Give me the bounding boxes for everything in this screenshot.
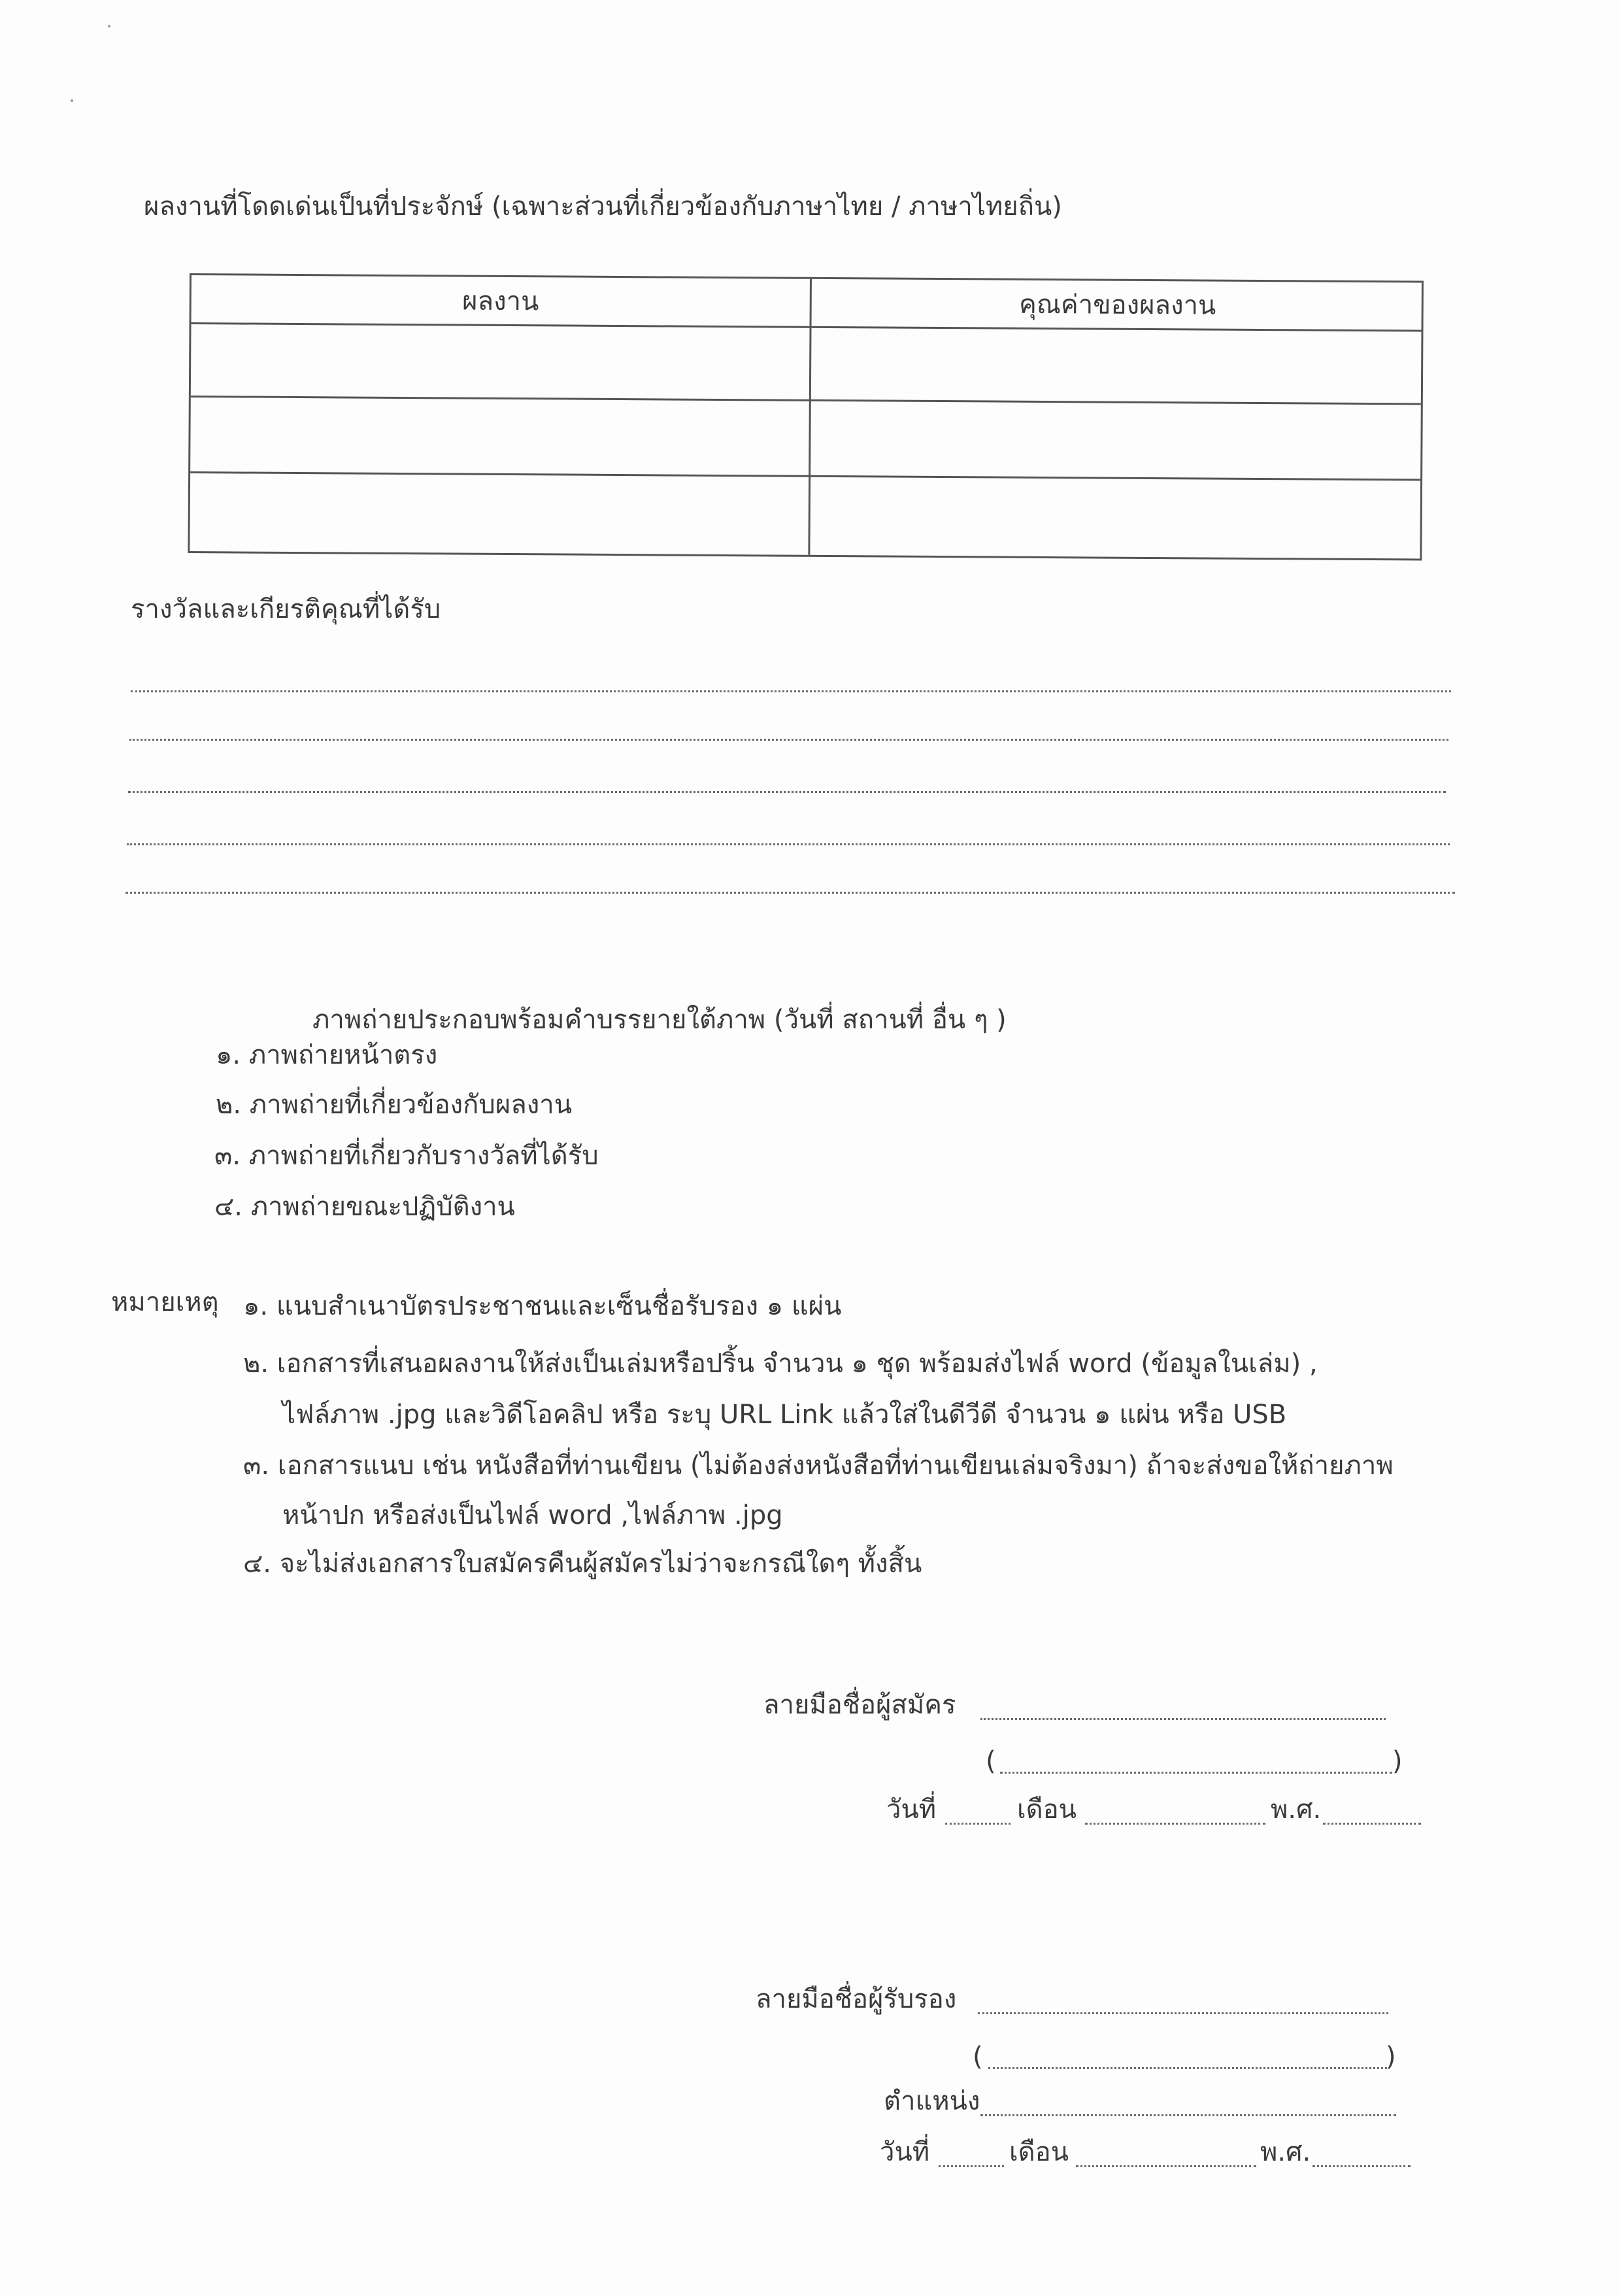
table-cell-value-1[interactable] <box>820 335 1412 394</box>
table-column-divider <box>808 279 812 555</box>
photos-item-2: ๒. ภาพถ่ายที่เกี่ยวข้องกับผลงาน <box>216 1090 573 1120</box>
table-cell-works-2[interactable] <box>201 405 796 466</box>
table-cell-value-3[interactable] <box>818 484 1411 551</box>
scan-speck <box>71 99 73 102</box>
notes-item-4: ๔. จะไม่ส่งเอกสารใบสมัครคืนผู้สมัครไม่ว่าจะกรณีใดๆ ทั้งสิ้น <box>243 1549 922 1579</box>
scan-speck <box>108 25 110 27</box>
applicant-month-line[interactable] <box>1085 1823 1265 1825</box>
works-table <box>188 273 1424 561</box>
awards-heading: รางวัลและเกียรติคุณที่ได้รับ <box>131 594 441 624</box>
applicant-paren-open: ( <box>986 1746 996 1776</box>
notes-item-3: ๓. เอกสารแนบ เช่น หนังสือที่ท่านเขียน (ไม่ต้องส่งหนังสือที่ท่านเขียนเล่มจริงมา) ถ้าจะส่งขอให้ถ่ายภาพ <box>243 1451 1394 1481</box>
notes-item-3-cont: หน้าปก หรือส่งเป็นไฟล์ word ,ไฟล์ภาพ .jpg <box>282 1500 783 1530</box>
certifier-month-line[interactable] <box>1076 2165 1256 2167</box>
notes-label: หมายเหตุ <box>111 1287 219 1317</box>
awards-line-3[interactable] <box>128 791 1446 793</box>
applicant-month-label: เดือน <box>1017 1795 1077 1825</box>
notes-item-1: ๑. แนบสำเนาบัตรประชาชนและเซ็นชื่อรับรอง ๑ แผ่น <box>243 1291 842 1321</box>
applicant-year-label: พ.ศ. <box>1271 1795 1322 1825</box>
table-divider <box>190 471 1420 481</box>
applicant-signature-label: ลายมือชื่อผู้สมัคร <box>763 1690 956 1720</box>
certifier-date-label: วันที่ <box>880 2137 930 2167</box>
applicant-date-line[interactable] <box>945 1823 1011 1825</box>
certifier-month-label: เดือน <box>1009 2137 1069 2167</box>
certifier-position-label: ตำแหน่ง <box>884 2086 980 2116</box>
table-cell-works-1[interactable] <box>201 331 796 390</box>
table-divider <box>191 396 1421 405</box>
table-header-value: คุณค่าของผลงาน <box>1018 289 1216 321</box>
notes-item-2-cont: ไฟล์ภาพ .jpg และวิดีโอคลิป หรือ ระบุ URL Link แล้วใส่ในดีวีดี จำนวน ๑ แผ่น หรือ USB <box>282 1400 1287 1430</box>
photos-item-4: ๔. ภาพถ่ายขณะปฏิบัติงาน <box>214 1192 515 1222</box>
table-header-works: ผลงาน <box>461 286 539 317</box>
awards-line-1[interactable] <box>131 690 1451 692</box>
notes-item-2: ๒. เอกสารที่เสนอผลงานให้ส่งเป็นเล่มหรือปริ้น จำนวน ๑ ชุด พร้อมส่งไฟล์ word (ข้อมูลในเล่ม) , <box>243 1349 1318 1379</box>
photos-item-3: ๓. ภาพถ่ายที่เกี่ยวกับรางวัลที่ได้รับ <box>214 1141 599 1171</box>
table-divider <box>192 322 1422 331</box>
applicant-signature-line[interactable] <box>980 1718 1386 1720</box>
certifier-signature-line[interactable] <box>978 2012 1388 2014</box>
certifier-date-line[interactable] <box>939 2165 1004 2167</box>
applicant-year-line[interactable] <box>1323 1823 1421 1825</box>
awards-line-5[interactable] <box>125 892 1455 894</box>
table-cell-value-2[interactable] <box>819 409 1412 470</box>
applicant-date-label: วันที่ <box>886 1795 937 1825</box>
applicant-name-line[interactable] <box>1000 1772 1392 1774</box>
table-cell-works-3[interactable] <box>200 481 795 547</box>
certifier-position-line[interactable] <box>980 2114 1396 2116</box>
certifier-paren-open: ( <box>973 2042 983 2072</box>
photos-heading: ภาพถ่ายประกอบพร้อมคำบรรยายใต้ภาพ (วันที่ สถานที่ อื่น ๆ ) <box>312 1005 1007 1035</box>
works-heading: ผลงานที่โดดเด่นเป็นที่ประจักษ์ (เฉพาะส่วนที่เกี่ยวข้องกับภาษาไทย / ภาษาไทยถิ่น) <box>144 192 1062 222</box>
certifier-paren-close: ) <box>1386 2042 1396 2072</box>
certifier-name-line[interactable] <box>988 2067 1387 2069</box>
awards-line-2[interactable] <box>129 739 1448 741</box>
applicant-paren-close: ) <box>1392 1746 1403 1776</box>
photos-item-1: ๑. ภาพถ่ายหน้าตรง <box>216 1040 438 1070</box>
certifier-year-label: พ.ศ. <box>1260 2137 1311 2167</box>
certifier-signature-label: ลายมือชื่อผู้รับรอง <box>756 1984 957 2014</box>
certifier-year-line[interactable] <box>1312 2165 1411 2167</box>
awards-line-4[interactable] <box>127 843 1450 845</box>
